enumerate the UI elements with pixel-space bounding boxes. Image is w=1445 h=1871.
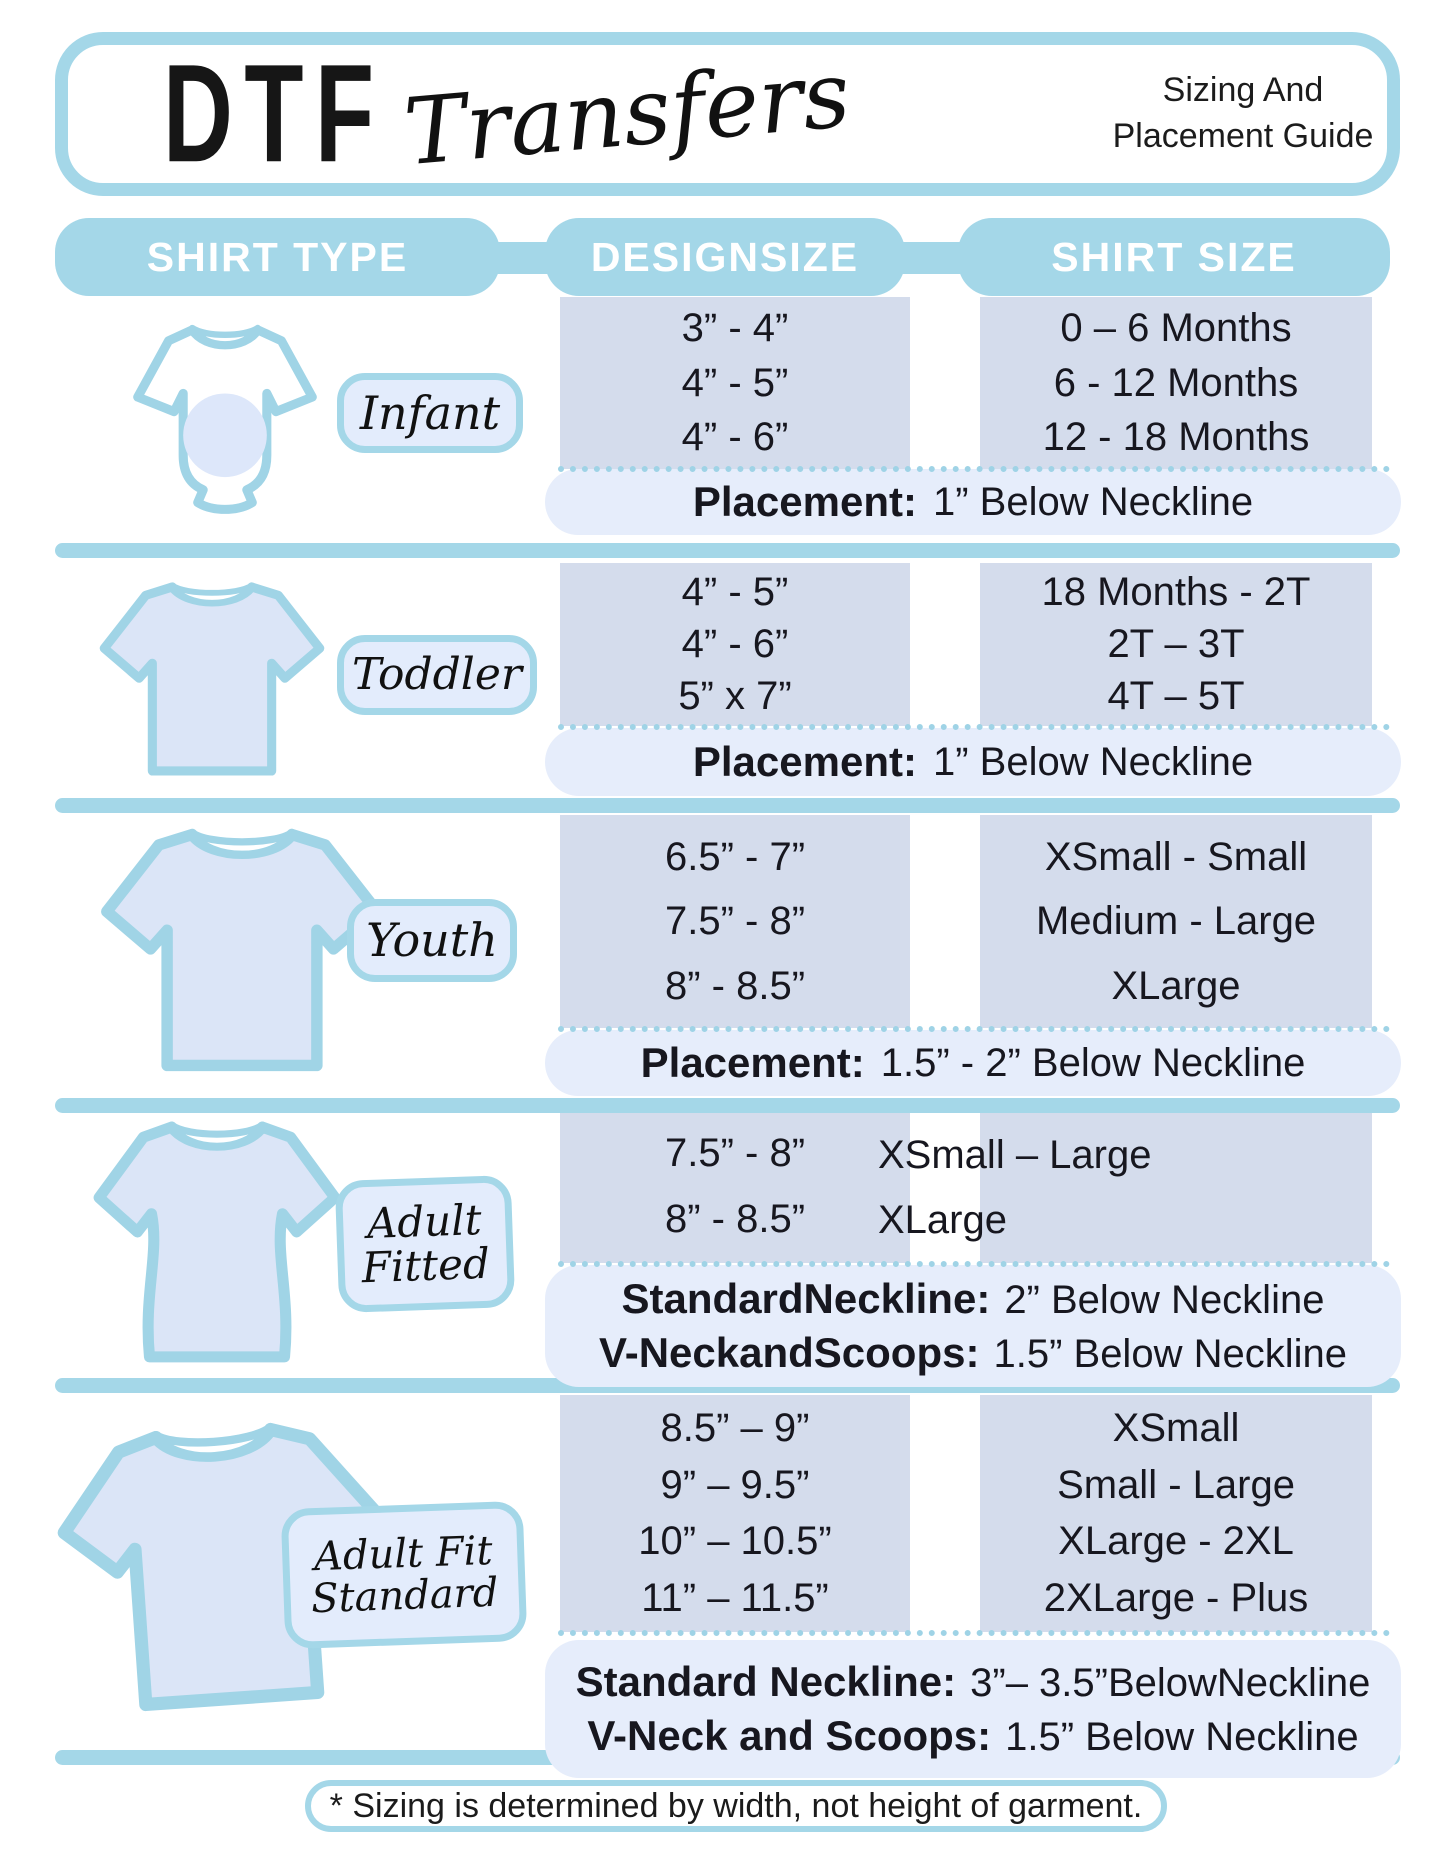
shirt-size-value: XSmall [1112, 1406, 1240, 1451]
design-size-value: 8” - 8.5” [664, 963, 806, 1008]
row-label-text: Standard [310, 1569, 500, 1623]
design-size-column-infant [560, 297, 910, 469]
design-size-value: 4” - 6” [681, 622, 789, 666]
placement-label: V-Neck and Scoops: [587, 1712, 992, 1759]
shirt-size-value: 2XLarge - Plus [1043, 1575, 1309, 1620]
design-size-value: 10” – 10.5” [638, 1519, 832, 1564]
row-label-text: Fitted [360, 1238, 491, 1293]
column-header-shirt-size: SHIRT SIZE [958, 218, 1390, 296]
row-divider [55, 1098, 1400, 1113]
subtitle-line-2: Placement Guide [1112, 117, 1374, 155]
shirt-size-value: 6 - 12 Months [1053, 360, 1299, 405]
logo-dtf-text: DTF [163, 36, 386, 192]
placement-note-infant [545, 469, 1401, 535]
shirt-size-value: 0 – 6 Months [1060, 306, 1292, 351]
design-size-value: 7.5” - 8” [664, 899, 806, 943]
placement-note-adult-fitted [545, 1265, 1401, 1387]
design-size-value: 9” – 9.5” [660, 1462, 810, 1507]
design-size-value: 4” - 6” [681, 414, 789, 459]
placement-value: 2” Below Neckline [1004, 1278, 1325, 1322]
row-label-adult-fit-standard [281, 1501, 528, 1649]
shirt-size-value: 4T – 5T [1107, 674, 1245, 718]
shirt-size-value: Small - Large [1057, 1462, 1295, 1507]
shirt-size-column-youth [980, 815, 1372, 1028]
placement-value: 1.5” Below Neckline [993, 1332, 1347, 1376]
guide-subtitle [1073, 45, 1413, 183]
dotted-separator [558, 466, 1390, 472]
design-size-value: 11” – 11.5” [641, 1575, 829, 1620]
pill-connector [496, 242, 549, 274]
dotted-separator [558, 1630, 1390, 1636]
column-header-design-size: DESIGNSIZE [545, 218, 905, 296]
placement-label: Placement: [640, 1039, 865, 1086]
placement-value: 1” Below Neckline [932, 479, 1254, 524]
row-label-youth [347, 899, 517, 982]
pill-connector [901, 242, 962, 274]
design-size-value: 6.5” - 7” [664, 834, 806, 879]
placement-value: 1.5” - 2” Below Neckline [880, 1040, 1306, 1085]
design-size-column-toddler [560, 563, 910, 726]
dotted-separator [558, 1026, 1390, 1032]
design-size-value: 4” - 5” [681, 570, 789, 614]
row-label-text: Adult Fit [313, 1527, 494, 1581]
design-size-value: 8” - 8.5” [664, 1197, 806, 1241]
logo [163, 36, 855, 192]
design-size-value: 8.5” – 9” [660, 1406, 810, 1451]
row-label-text: Infant [359, 385, 501, 440]
dotted-separator [558, 724, 1390, 730]
row-divider [55, 798, 1400, 813]
column-header-shirt-type: SHIRT TYPE [55, 218, 500, 296]
shirt-size-value: 12 - 18 Months [1042, 414, 1310, 459]
row-divider [55, 543, 1400, 558]
shirt-size-column-toddler [980, 563, 1372, 726]
design-size-column-adult-fitted [560, 1110, 910, 1263]
row-label-infant [337, 373, 523, 453]
design-size-value: 3” - 4” [681, 306, 789, 351]
header-box [55, 32, 1400, 196]
placement-label: StandardNeckline: [621, 1275, 991, 1322]
row-label-toddler [337, 635, 537, 715]
design-size-column-adult-standard [560, 1395, 910, 1632]
row-label-text: Youth [366, 913, 498, 968]
row-label-adult-fitted [335, 1175, 515, 1313]
design-size-column-youth [560, 815, 910, 1028]
row-label-text: Toddler [352, 648, 522, 700]
placement-note-youth [545, 1030, 1401, 1096]
shirt-size-value: XLarge - 2XL [1058, 1519, 1294, 1564]
row-label-text: Adult [366, 1194, 483, 1248]
design-size-value: 4” - 5” [681, 360, 789, 405]
shirt-size-column-adult-standard [980, 1395, 1372, 1632]
placement-note-toddler [545, 728, 1401, 796]
placement-label: Standard Neckline: [575, 1658, 957, 1705]
design-size-value: 5” x 7” [678, 674, 792, 718]
shirt-size-value: XLarge [1111, 963, 1241, 1008]
placement-label: Placement: [692, 738, 917, 785]
placement-value: 1.5” Below Neckline [1005, 1715, 1359, 1759]
logo-transfers-text: Transfers [400, 40, 855, 187]
infant-onesie-icon [125, 316, 325, 540]
shirt-size-value: XSmall – Large [878, 1132, 1152, 1177]
placement-label: V-NeckandScoops: [599, 1329, 980, 1376]
shirt-size-value: 18 Months - 2T [1041, 570, 1311, 614]
shirt-size-value: XSmall - Small [1044, 834, 1308, 879]
subtitle-line-1: Sizing And [1162, 71, 1324, 110]
dotted-separator [558, 1261, 1390, 1267]
placement-value: 1” Below Neckline [932, 739, 1254, 784]
shirt-size-value: 2T – 3T [1107, 622, 1245, 666]
footer-note: * Sizing is determined by width, not height of garment. [305, 1780, 1167, 1832]
shirt-size-value: Medium - Large [1035, 899, 1317, 943]
adult-fitted-shirt-icon [86, 1113, 348, 1375]
placement-value: 3”– 3.5”BelowNeckline [970, 1661, 1371, 1705]
shirt-size-text-adult-fitted [878, 1112, 1151, 1264]
placement-note-adult-standard [545, 1640, 1401, 1778]
design-size-value: 7.5” - 8” [664, 1131, 806, 1175]
toddler-shirt-icon [96, 568, 328, 790]
shirt-size-column-infant [980, 297, 1372, 469]
shirt-size-value: XLarge [878, 1198, 1007, 1243]
placement-label: Placement: [692, 478, 917, 525]
